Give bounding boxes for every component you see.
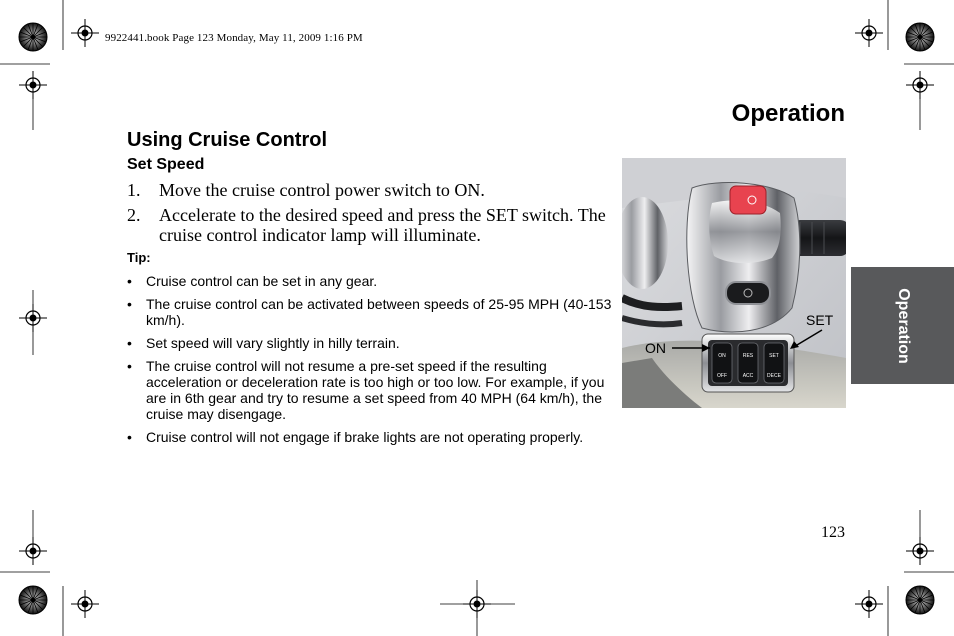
bullet-symbol: • bbox=[127, 296, 132, 312]
step-number: 2. bbox=[127, 205, 141, 225]
section-title: Operation bbox=[731, 100, 845, 127]
subheading: Set Speed bbox=[127, 156, 205, 173]
bullet-symbol: • bbox=[127, 358, 132, 374]
switch-set-label: SET bbox=[769, 353, 779, 359]
on-callout-label: ON bbox=[645, 340, 666, 356]
section-side-tab bbox=[851, 267, 954, 384]
step-item bbox=[127, 205, 617, 245]
steps-list bbox=[127, 180, 617, 250]
page-number: 123 bbox=[821, 524, 845, 541]
switch-on-label: ON bbox=[718, 353, 726, 359]
handlebar-illustration bbox=[622, 158, 846, 408]
step-text: Accelerate to the desired speed and press the SET switch. The cruise control indicator lamp will illuminate. bbox=[159, 205, 606, 245]
step-item bbox=[127, 180, 617, 200]
bullet-text: The cruise control can be activated between speeds of 25-95 MPH (40-153 km/h). bbox=[146, 296, 612, 328]
bullet-symbol: • bbox=[127, 273, 132, 289]
bullet-item bbox=[127, 335, 666, 351]
side-tab-label: Operation bbox=[894, 287, 912, 364]
bullet-item bbox=[127, 358, 666, 422]
set-callout-label: SET bbox=[806, 312, 834, 328]
bullet-text: Set speed will vary slightly in hilly terrain. bbox=[146, 335, 400, 351]
switch-acc-label: ACC bbox=[742, 373, 754, 379]
step-text: Move the cruise control power switch to ON. bbox=[159, 180, 485, 200]
bullet-item bbox=[127, 429, 666, 445]
book-header-line: 9922441.book Page 123 Monday, May 11, 2009 1:16 PM bbox=[105, 32, 363, 44]
step-number: 1. bbox=[127, 180, 141, 200]
bullet-symbol: • bbox=[127, 429, 132, 445]
page-heading: Using Cruise Control bbox=[127, 129, 328, 151]
bullet-text: Cruise control will not engage if brake lights are not operating properly. bbox=[146, 429, 584, 445]
tip-bullets bbox=[127, 273, 666, 452]
tip-label: Tip: bbox=[127, 250, 151, 265]
switch-dece-label: DECE bbox=[767, 373, 781, 379]
switch-res-label: RES bbox=[742, 353, 754, 359]
bullet-item bbox=[127, 273, 666, 289]
bullet-symbol: • bbox=[127, 335, 132, 351]
bullet-item bbox=[127, 296, 666, 328]
bullet-text: The cruise control will not resume a pre-set speed if the resulting acceleration or deceleration rate is too high or too low. For example, if you are in 6th gear and try to resume a set speed from 40 MPH (64 km/h), the cruise may disengage. bbox=[146, 358, 605, 422]
cruise-control-photo bbox=[622, 158, 846, 408]
bullet-text: Cruise control can be set in any gear. bbox=[146, 273, 378, 289]
switch-off-label: OFF bbox=[717, 373, 727, 379]
